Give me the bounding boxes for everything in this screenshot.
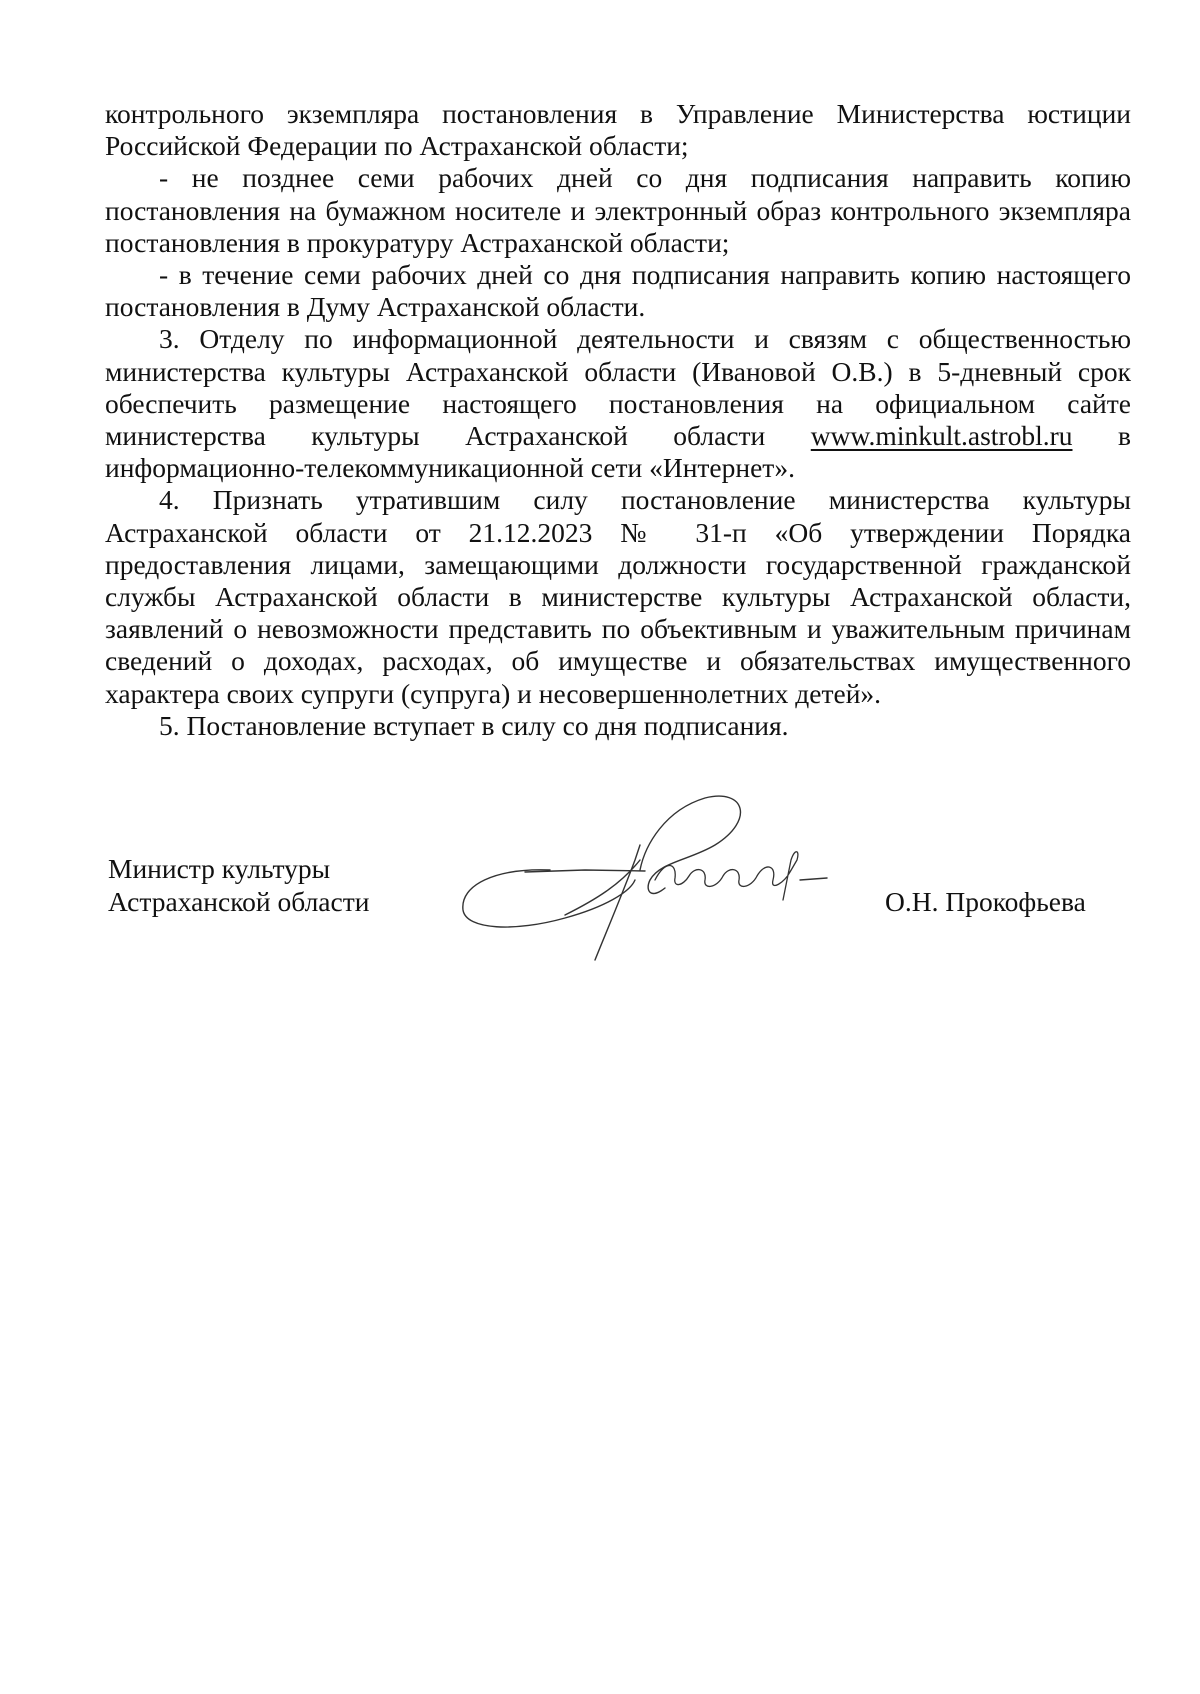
- position-line-1: Министр культуры: [108, 853, 331, 884]
- paragraph-control-copy: контрольного экземпляра постановления в Управление Министерства юстиции Российской Федерации по Астраханской области;: [105, 98, 1131, 162]
- paragraph-duma-copy: - в течение семи рабочих дней со дня подписания направить копию настоящего постановления в Думу Астраханской области.: [105, 259, 1131, 323]
- paragraph-item-5: 5. Постановление вступает в силу со дня подписания.: [159, 709, 789, 741]
- ministry-website-link[interactable]: www.minkult.astrobl.ru: [810, 420, 1073, 452]
- document-body: [105, 98, 1131, 742]
- position-line-2: Астраханской области: [108, 886, 370, 917]
- paragraph-item-3: [105, 323, 1131, 484]
- signer-name: О.Н. Прокофьева: [885, 886, 1086, 917]
- paragraph-item-4: 4. Признать утратившим силу постановление министерства культуры Астраханской области от 21.12.2023 № 31-п «Об утверждении Порядка предоставления лицами, замещающими должности государственной гражданской службы Астраханской области в министерстве культуры Астраханской области, заявлений о невозможности представить по объективным и уважительным причинам сведений о доходах, расходах, об имуществе и обязательствах имущественного характера своих супруги (супруга) и несовершеннолетних детей».: [105, 484, 1131, 709]
- handwritten-signature-icon: [455, 790, 855, 970]
- item-3-text-end: в информационно-телекоммуникационной сети «Интернет».: [105, 420, 1132, 484]
- signatory-position: [108, 852, 369, 918]
- item-3-text: 3. Отделу по информационной деятельности и связям с общественностью министерства культуры Астраханской области (Ивановой О.В.) в 5-дневный срок обеспечить размещение настоящего постановления на официальном сайте министерства культуры Астраханской области: [105, 323, 1131, 452]
- paragraph-prosecutor-copy: - не позднее семи рабочих дней со дня подписания направить копию постановления на бумажном носителе и электронный образ контрольного экземпляра постановления в прокуратуру Астраханской области;: [105, 162, 1131, 258]
